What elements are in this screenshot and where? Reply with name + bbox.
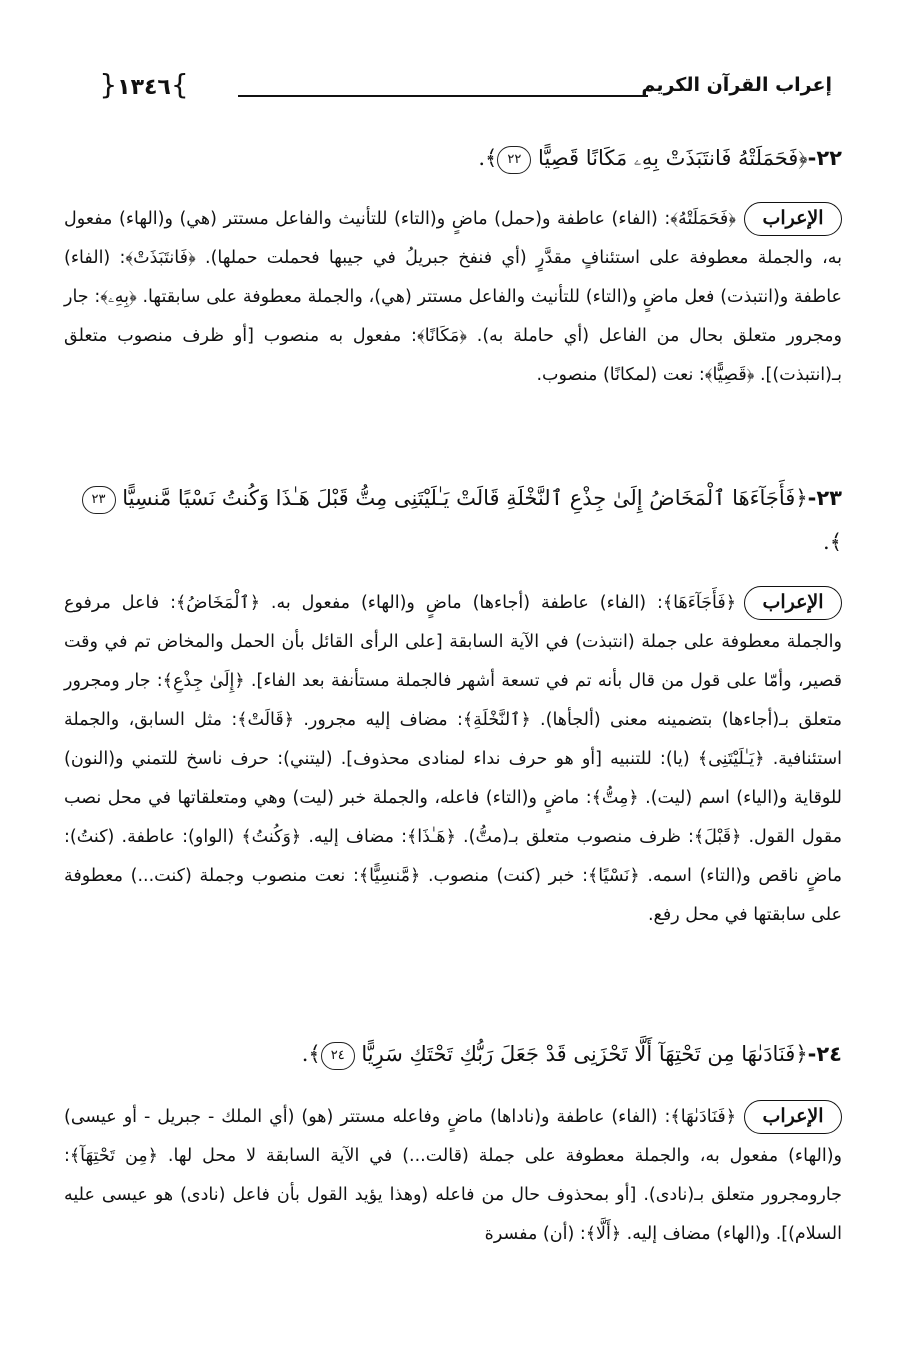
verse-23 — [64, 476, 842, 564]
verse-22 — [64, 136, 842, 180]
verse-number: ٢٤- — [807, 1042, 842, 1066]
verse-24 — [64, 1032, 842, 1076]
page-number: ١٣٤٦ — [117, 75, 171, 100]
header-rule — [238, 95, 648, 97]
verse-number: ٢٣- — [807, 486, 842, 510]
irab-block-23 — [64, 584, 842, 935]
page-number-brace-right: } — [170, 68, 189, 101]
verse-text: ﴿فَنَادَىٰهَا مِن تَحْتِهَآ أَلَّا تَحْزَنِى قَدْ جَعَلَ رَبُّكِ تَحْتَكِ سَرِيًّا — [361, 1042, 808, 1066]
irab-text: ﴿فَأَجَآءَهَا﴾: (الفاء) عاطفة (أجاءها) ماضٍ و(الهاء) مفعول به. ﴿ٱلْمَخَاضُ﴾: فاعل مرفوع والجملة معطوفة على جملة (انتبذت) في الآية السابقة [على الرأى القائل بأن الحمل والمخاض تم في وقت قصير، وأمّا على قول من قال بأنه تم في تسعة أشهر فالجملة مستأنفة بعد الفاء]. ﴿إِلَىٰ جِذْعِ﴾: جار ومجرور متعلق بـ(أجاءها) بتضمينه معنى (ألجأها). ﴿ٱلنَّخْلَةِ﴾: مضاف إليه مجرور. ﴿قَالَتْ﴾: مثل السابق، والجملة استئنافية. ﴿يَـٰلَيْتَنِى﴾ (يا): للتنبيه [أو هو حرف نداء لمنادى محذوف]. (ليتني): حرف ناسخ للتمني و(النون) للوقاية و(الياء) اسم (ليت). ﴿مِتُّ﴾: ماضٍ و(التاء) فاعله، والجملة خبر (ليت) وهي ومتعلقاتها في محل نصب مقول القول. ﴿قَبْلَ﴾: ظرف منصوب متعلق بـ(متُّ). ﴿هَـٰذَا﴾: مضاف إليه. ﴿وَكُنتُ﴾ (الواو): عاطفة. (كنتُ): ماضٍ ناقص و(التاء) اسمه. ﴿نَسْيًا﴾: خبر (كنت) منصوب. ﴿مَّنسِيًّا﴾: نعت منصوب وجملة (كنت...) معطوفة على سابقتها في محل رفع. — [64, 593, 842, 925]
ayah-number-mark: ٢٣ — [82, 486, 116, 514]
verse-text: ﴿فَحَمَلَتْهُ فَانتَبَذَتْ بِهِۦ مَكَانًا قَصِيًّا — [538, 146, 808, 170]
irab-badge: الإعراب — [744, 202, 842, 236]
page-number-brace-left: { — [99, 68, 118, 101]
verse-number: ٢٢- — [807, 146, 842, 170]
verse-close: ﴾. — [301, 1042, 321, 1066]
verse-close: ﴾. — [823, 530, 842, 554]
page-number-box — [60, 68, 228, 102]
irab-block-24 — [64, 1098, 842, 1254]
verse-close: ﴾. — [478, 146, 498, 170]
irab-text: ﴿فَنَادَىٰهَا﴾: (الفاء) عاطفة و(ناداها) ماضٍ وفاعله مستتر (هو) (أي الملك - جبريل - أو عيسى) و(الهاء) مفعول به، والجملة معطوفة على جملة (قالت...) في الآية السابقة لا محل لها. ﴿مِن تَحْتِهَآ﴾: جارومجرور متعلق بـ(نادى). [أو بمحذوف حال من فاعله (وهذا يؤيد القول بأن فاعل (نادى) هو عيسى عليه السلام)]. و(الهاء) مضاف إليه. ﴿أَلَّا﴾: (أن) مفسرة — [64, 1107, 842, 1244]
ayah-number-mark: ٢٤ — [321, 1042, 355, 1070]
irab-block-22 — [64, 200, 842, 395]
irab-text: ﴿فَحَمَلَتْهُ﴾: (الفاء) عاطفة و(حمل) ماضٍ و(التاء) للتأنيث والفاعل مستتر (هي) و(الهاء) مفعول به، والجملة معطوفة على استئنافٍ مقدَّرٍ (أي فنفخ جبريلُ في جيبها فحملت حملها). ﴿فَانتَبَذَتْ﴾: (الفاء) عاطفة و(انتبذت) فعل ماضٍ و(التاء) للتأنيث والفاعل مستتر (هي)، والجملة معطوفة على سابقتها. ﴿بِهِۦ﴾: جار ومجرور متعلق بحال من الفاعل (أي حاملة به). ﴿مَكَانًا﴾: مفعول به منصوب [أو ظرف منصوب متعلق بـ(انتبذت)]. ﴿قَصِيًّا﴾: نعت (لمكانًا) منصوب. — [64, 209, 842, 385]
page-header — [60, 64, 854, 108]
ayah-number-mark: ٢٢ — [497, 146, 531, 174]
irab-badge: الإعراب — [744, 1100, 842, 1134]
verse-text: ﴿فَأَجَآءَهَا ٱلْمَخَاضُ إِلَىٰ جِذْعِ ٱلنَّخْلَةِ قَالَتْ يَـٰلَيْتَنِى مِتُّ قَبْلَ هَـٰذَا وَكُنتُ نَسْيًا مَّنسِيًّا — [122, 486, 808, 510]
irab-badge: الإعراب — [744, 586, 842, 620]
book-title: إعراب القرآن الكريم — [641, 74, 832, 96]
